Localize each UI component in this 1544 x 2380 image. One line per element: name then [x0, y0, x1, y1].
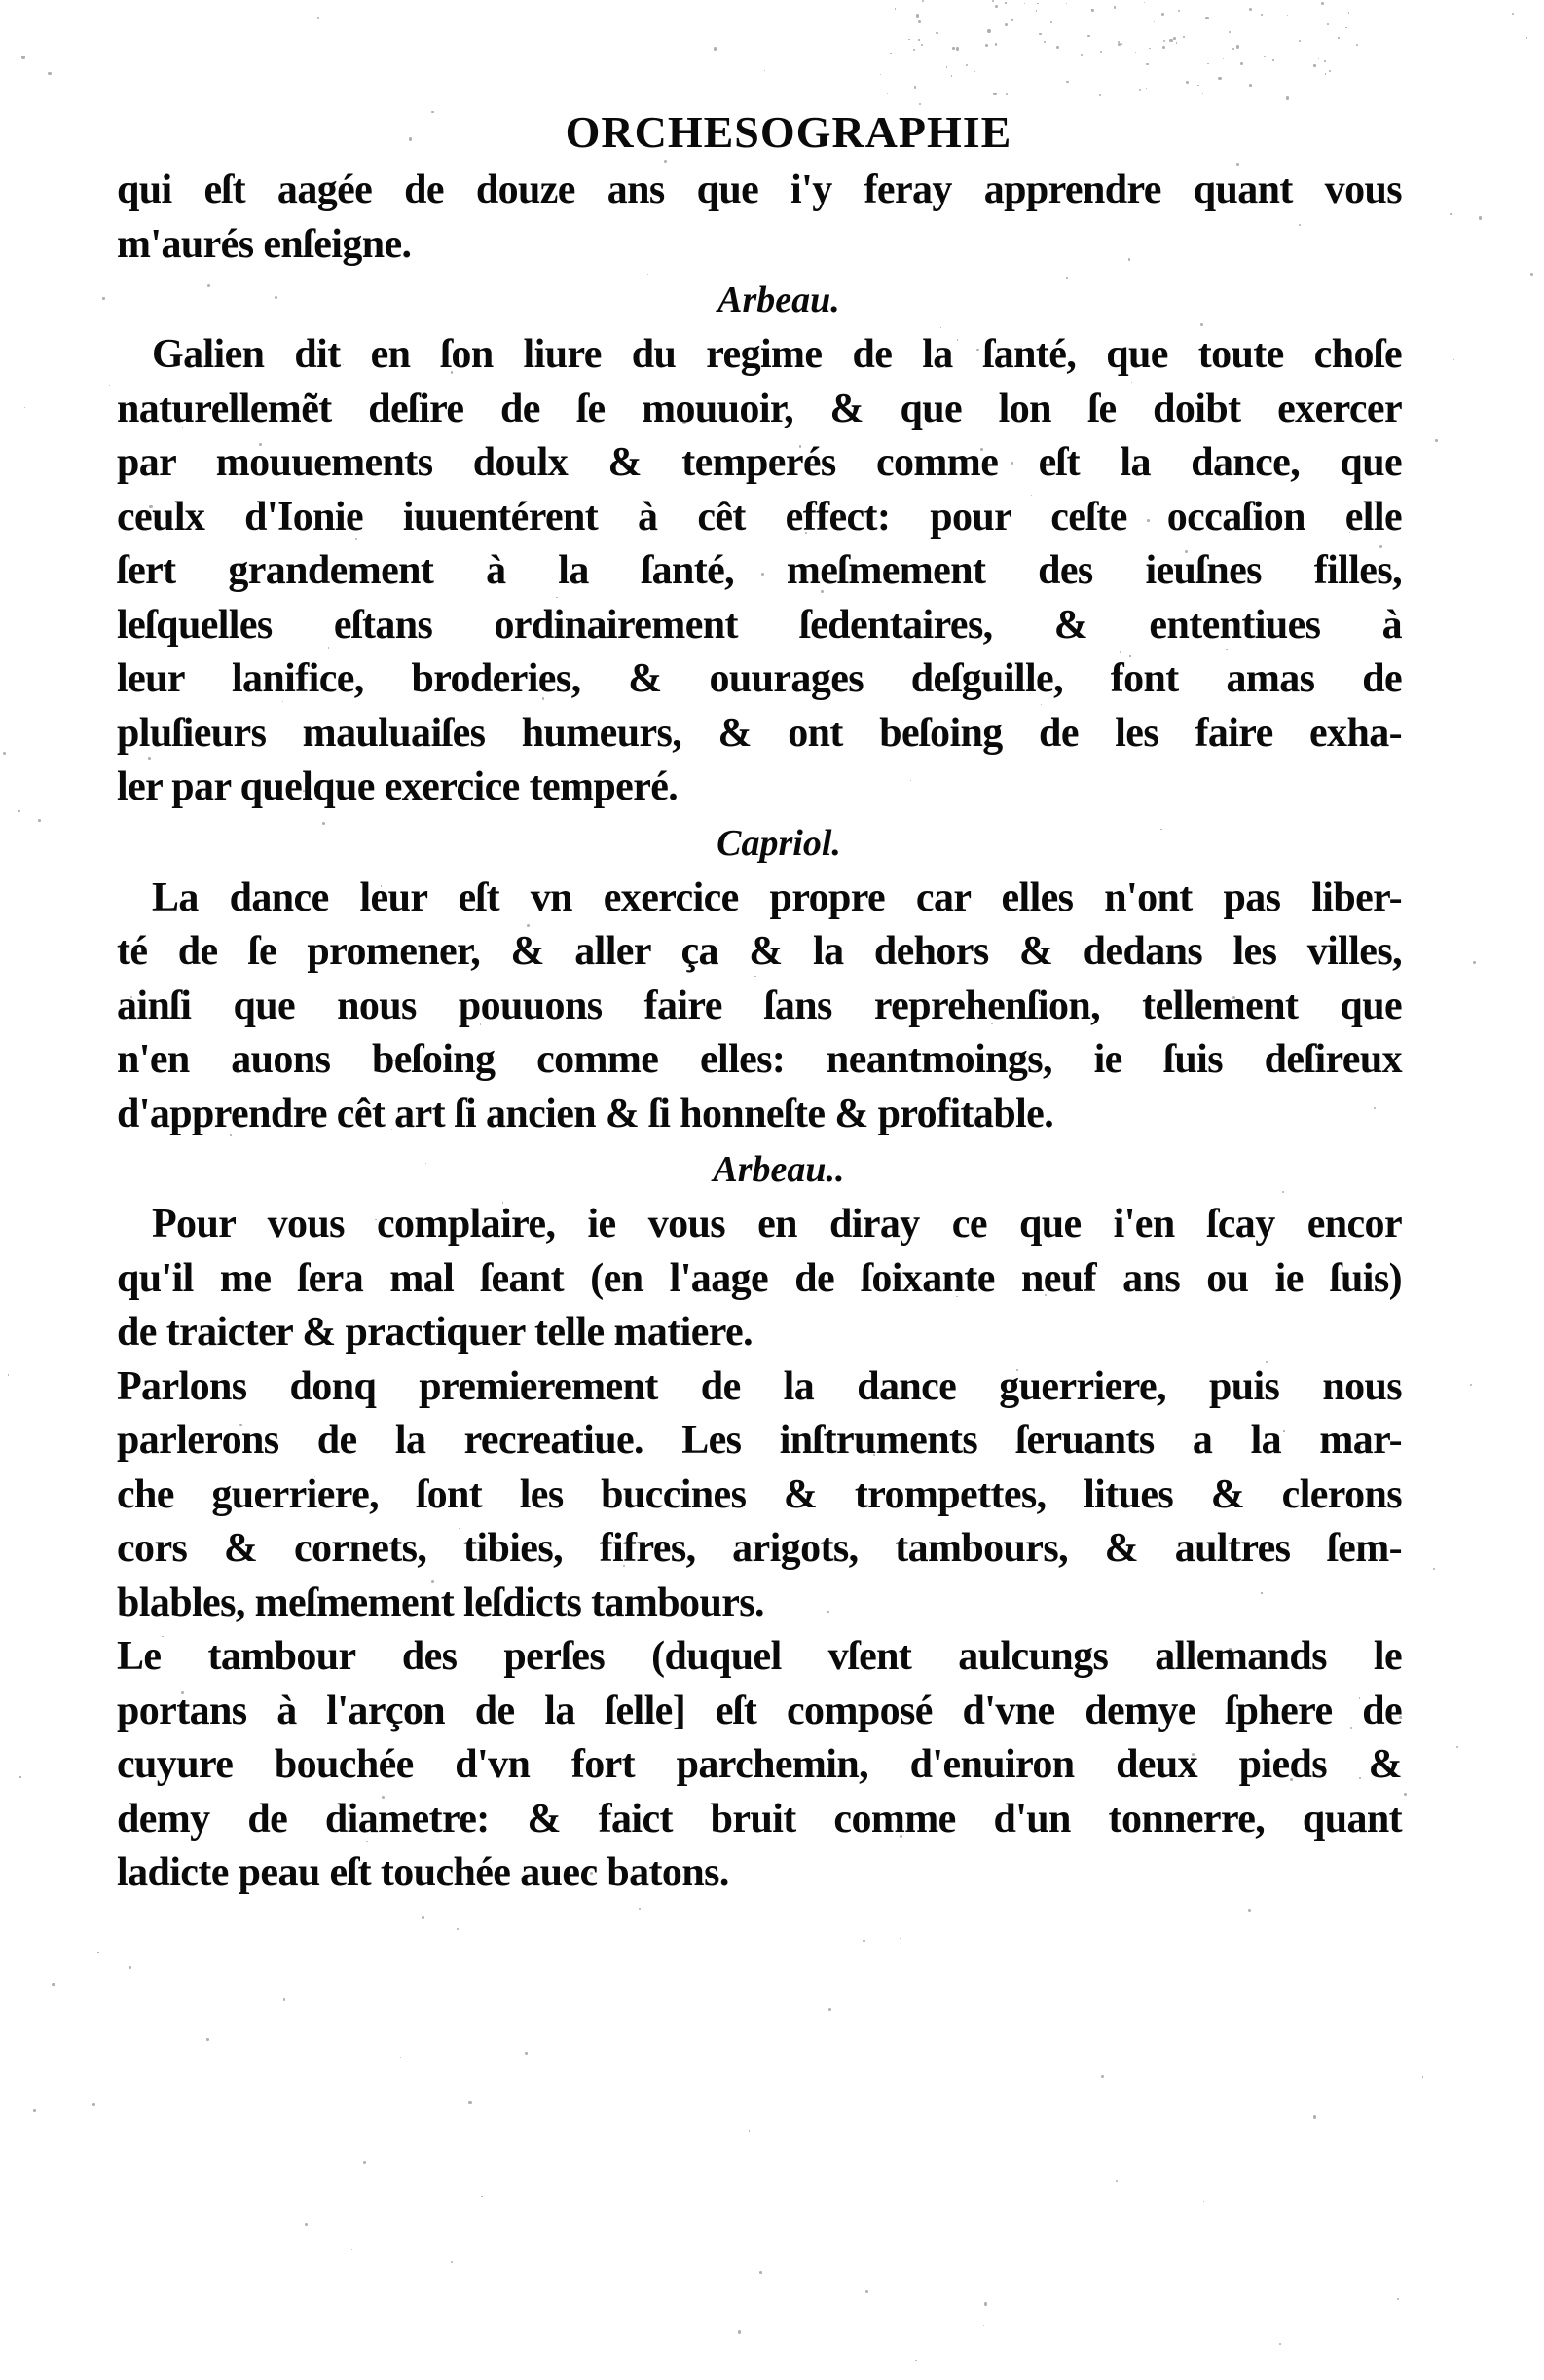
paper-speckle	[1404, 1793, 1407, 1796]
paper-speckle	[865, 2290, 868, 2293]
paper-speckle	[109, 385, 110, 386]
text-line: che guerriere, ſont les buccines & trompettes, litues & clerons	[117, 1471, 1402, 1517]
text-line: demy de diametre: & faict bruit comme d'un tonnerre, quant	[117, 1796, 1402, 1841]
paper-speckle	[1044, 41, 1046, 43]
paper-speckle	[1261, 14, 1263, 16]
text-line: naturellemẽt deſire de ſe mouuoir, & que lon ſe doibt exercer	[117, 386, 1402, 431]
text-line: blables, meſmement leſdicts tambours.	[117, 1580, 764, 1625]
paper-speckle	[363, 2161, 366, 2164]
paper-speckle	[1473, 961, 1476, 964]
paper-speckle	[738, 2330, 741, 2333]
paper-speckle	[1232, 48, 1234, 50]
paper-speckle	[1081, 54, 1083, 56]
text-line: parlerons de la recreatiue. Les inſtruments ſeruants a la mar-	[117, 1418, 1402, 1463]
paper-speckle	[1114, 6, 1116, 8]
paper-speckle	[1005, 23, 1008, 26]
paper-speckle	[995, 5, 998, 8]
paper-speckle	[1318, 58, 1320, 60]
paper-speckle	[1470, 1384, 1472, 1386]
paper-speckle	[481, 2196, 483, 2198]
text-line: Galien dit en ſon liure du regime de la ſanté, que toute choſe	[152, 332, 1402, 377]
paper-speckle	[92, 2103, 95, 2106]
paper-speckle	[993, 93, 996, 95]
paper-speckle	[1526, 37, 1527, 39]
text-line: ler par quelque exercice temperé.	[117, 764, 679, 809]
paper-speckle	[1099, 94, 1101, 96]
paper-speckle	[749, 2130, 750, 2131]
paper-speckle	[18, 810, 19, 812]
paper-speckle	[1176, 42, 1178, 44]
text-line: leſquelles eſtans ordinairement ſedentaires, & ententiues à	[117, 602, 1402, 648]
paragraph-galien	[117, 328, 1402, 815]
paper-speckle	[1236, 45, 1239, 48]
paper-speckle	[983, 2325, 984, 2326]
paper-speckle	[987, 29, 990, 32]
paper-speckle	[38, 819, 41, 822]
paper-speckle	[317, 17, 319, 19]
paper-speckle	[1218, 77, 1221, 80]
paper-speckle	[936, 32, 938, 35]
paper-speckle	[1453, 359, 1455, 361]
paragraph-capriol	[117, 872, 1402, 1142]
paper-speckle	[900, 1938, 901, 1939]
paper-speckle	[952, 47, 954, 49]
paper-speckle	[1039, 33, 1042, 36]
paper-speckle	[1223, 58, 1224, 59]
text-line: té de ſe promener, & aller ça & la dehors & dedans les villes,	[117, 929, 1402, 974]
paper-speckle	[1101, 2075, 1104, 2078]
text-line: Parlons donq premierement de la dance guerriere, puis nous	[117, 1363, 1402, 1409]
paper-speckle	[974, 71, 976, 73]
paper-speckle	[1149, 48, 1151, 50]
paper-speckle	[946, 66, 948, 68]
paper-speckle	[1325, 73, 1326, 74]
paper-speckle	[24, 407, 25, 408]
paper-speckle	[1087, 35, 1090, 38]
paper-speckle	[1327, 23, 1329, 25]
paper-speckle	[3, 752, 6, 755]
paper-speckle	[1161, 13, 1164, 16]
paragraph-continuation	[117, 164, 1402, 272]
paper-speckle	[764, 70, 765, 71]
paper-speckle	[1249, 84, 1252, 87]
paper-speckle	[1154, 21, 1156, 23]
paper-speckle	[19, 1776, 20, 1777]
paper-speckle	[1287, 15, 1288, 16]
paper-speckle	[639, 1908, 641, 1910]
paper-speckle	[451, 2261, 453, 2263]
paper-speckle	[206, 2038, 209, 2041]
speaker-heading-arbeau: Arbeau.	[717, 279, 840, 320]
paper-speckle	[1229, 31, 1231, 33]
paper-speckle	[1345, 27, 1346, 28]
paper-speckle	[1066, 3, 1067, 4]
paper-speckle	[995, 43, 997, 45]
paper-speckle	[1435, 439, 1438, 442]
paper-speckle	[400, 2057, 401, 2058]
paper-speckle	[1183, 36, 1185, 38]
paper-speckle	[351, 2249, 352, 2250]
text-line: ladicte peau eſt touchée auec batons.	[117, 1850, 729, 1895]
text-line: Pour vous complaire, ie vous en diray ce que i'en ſcay encor	[152, 1202, 1402, 1246]
paper-speckle	[1286, 96, 1289, 99]
paper-speckle	[956, 47, 959, 50]
paper-speckle	[992, 0, 994, 2]
paper-speckle	[890, 53, 891, 54]
paper-speckle	[457, 1928, 459, 1930]
text-line: portans à l'arçon de la ſelle] eſt composé d'vne demye ſphere de	[117, 1688, 1402, 1733]
text-line: leur lanifice, broderies, & ouurages deſguille, font amas de	[117, 656, 1402, 701]
paper-speckle	[48, 72, 51, 75]
paper-speckle	[1011, 19, 1013, 21]
paper-speckle	[1139, 89, 1142, 92]
paper-speckle	[1240, 62, 1243, 65]
running-head: ORCHESOGRAPHIE	[565, 107, 1012, 157]
paper-speckle	[1037, 3, 1039, 5]
paper-speckle	[1348, 12, 1349, 13]
text-line: cuyure bouchée d'vn fort parchemin, d'enuiron deux pieds &	[117, 1742, 1402, 1787]
paper-speckle	[1248, 1909, 1251, 1912]
paper-speckle	[895, 8, 897, 10]
paper-speckle	[468, 2101, 471, 2104]
paper-speckle	[1207, 63, 1208, 64]
text-line: ſert grandement à la ſanté, meſmement des ieuſnes filles,	[117, 548, 1402, 593]
paper-speckle	[1272, 59, 1274, 61]
paper-speckle	[1329, 70, 1331, 72]
paper-speckle	[951, 75, 953, 77]
paper-speckle	[1024, 3, 1025, 4]
paper-speckle	[1005, 2, 1006, 3]
paragraph-tambour	[117, 1630, 1402, 1901]
paper-speckle	[1338, 37, 1340, 39]
paper-speckle	[1205, 17, 1208, 19]
paper-speckle	[915, 2360, 917, 2361]
paper-speckle	[1173, 37, 1176, 40]
paper-speckle	[759, 2271, 762, 2274]
paper-speckle	[1249, 8, 1252, 11]
paper-speckle	[1100, 51, 1102, 53]
paper-speckle	[1163, 40, 1165, 42]
paper-speckle	[1264, 56, 1266, 57]
paper-speckle	[914, 86, 917, 89]
paper-speckle	[1299, 40, 1301, 42]
paper-speckle	[828, 2008, 831, 2011]
paper-speckle	[283, 1998, 285, 2000]
paper-speckle	[966, 64, 968, 66]
paper-speckle	[1169, 39, 1172, 42]
paper-speckle	[33, 2109, 36, 2112]
paper-speckle	[1135, 52, 1136, 53]
paper-speckle	[1091, 9, 1094, 12]
paper-speckle	[1006, 93, 1008, 95]
paper-speckle	[1146, 88, 1147, 89]
paper-speckle	[1036, 10, 1037, 11]
paper-speckle	[1397, 2298, 1399, 2300]
paper-speckle	[1146, 63, 1148, 65]
paper-speckle	[21, 56, 24, 58]
text-line: La dance leur eſt vn exercice propre car elles n'ont pas liber-	[152, 874, 1402, 920]
paper-speckle	[1422, 2076, 1423, 2077]
text-line: de traicter & practiquer telle matiere.	[117, 1310, 753, 1355]
paper-speckle	[887, 93, 889, 95]
paper-speckle	[1056, 46, 1059, 49]
paper-speckle	[1456, 1746, 1458, 1748]
paper-speckle	[1321, 2, 1324, 5]
paper-speckle	[1121, 43, 1122, 45]
paragraph-complaire	[117, 1198, 1402, 1360]
paper-speckle	[52, 1983, 55, 1986]
speaker-heading-capriol: Capriol.	[717, 822, 841, 864]
page-text-block	[117, 105, 1402, 1901]
paragraph-dance-guerriere	[117, 1360, 1402, 1631]
paper-speckle	[1279, 2343, 1281, 2345]
text-line: pluſieurs mauluaiſes humeurs, & ont beſoing de les faire exha-	[117, 710, 1402, 756]
text-line: par mouuements doulx & temperés comme eſt la dance, que	[117, 440, 1402, 485]
paper-speckle	[1530, 273, 1533, 276]
paper-speckle	[984, 2302, 987, 2305]
paper-speckle	[908, 39, 909, 40]
text-line: m'aurés enſeigne.	[117, 221, 412, 267]
paper-speckle	[8, 1374, 9, 1375]
paper-speckle	[918, 39, 919, 40]
paper-speckle	[1479, 216, 1482, 219]
paper-speckle	[863, 1940, 865, 1943]
text-line: d'apprendre cêt art ſi ancien & ſi honneſte & profitable.	[117, 1091, 1054, 1136]
paper-speckle	[1186, 81, 1189, 84]
paper-speckle	[714, 47, 717, 50]
paper-speckle	[1203, 2201, 1204, 2202]
paper-speckle	[422, 1916, 424, 1919]
paper-speckle	[1313, 2115, 1316, 2118]
paper-speckle	[525, 2052, 527, 2054]
paper-speckle	[1050, 21, 1052, 23]
paper-speckle	[985, 44, 988, 47]
paper-speckle	[1324, 60, 1326, 62]
paper-speckle	[1356, 44, 1359, 47]
paper-speckle	[1066, 81, 1068, 83]
text-line: qu'il me ſera mal ſeant (en l'aage de ſoixante neuf ans ou ie ſuis)	[117, 1255, 1402, 1301]
paper-speckle	[1197, 85, 1198, 86]
paper-speckle	[305, 2223, 308, 2226]
paper-speckle	[1162, 46, 1165, 49]
paper-speckle	[129, 1966, 131, 1969]
paper-speckle	[1512, 13, 1515, 16]
paper-speckle	[921, 44, 923, 46]
text-line: ceulx d'Ionie iuuentérent à cêt effect: pour ceſte occaſion elle	[117, 494, 1402, 539]
paper-speckle	[102, 297, 104, 299]
text-line: cors & cornets, tibies, fifres, arigots, tambours, & aultres ſem-	[117, 1526, 1402, 1571]
paper-speckle	[918, 20, 921, 23]
text-line: ainſi que nous pouuons faire ſans reprehenſion, tellement que	[117, 983, 1402, 1028]
text-line: Le tambour des perſes (duquel vſent aulcungs allemands le	[117, 1634, 1402, 1679]
speaker-heading-arbeau-2: Arbeau..	[713, 1149, 845, 1190]
paper-speckle	[1202, 93, 1203, 94]
paper-speckle	[913, 49, 915, 51]
paper-speckle	[916, 14, 919, 17]
paper-speckle	[922, 0, 924, 2]
paper-speckle	[1433, 1568, 1435, 1570]
text-line: n'en auons beſoing comme elles: neantmoings, ie ſuis deſireux	[117, 1037, 1402, 1082]
paper-speckle	[1450, 213, 1452, 216]
paper-speckle	[1144, 2, 1145, 3]
paper-speckle	[1178, 10, 1180, 12]
paper-speckle	[880, 74, 881, 75]
text-line: qui eſt aagée de douze ans que i'y feray apprendre quant vous	[117, 167, 1402, 212]
paper-speckle	[1313, 64, 1315, 66]
paper-speckle	[1116, 2180, 1119, 2183]
